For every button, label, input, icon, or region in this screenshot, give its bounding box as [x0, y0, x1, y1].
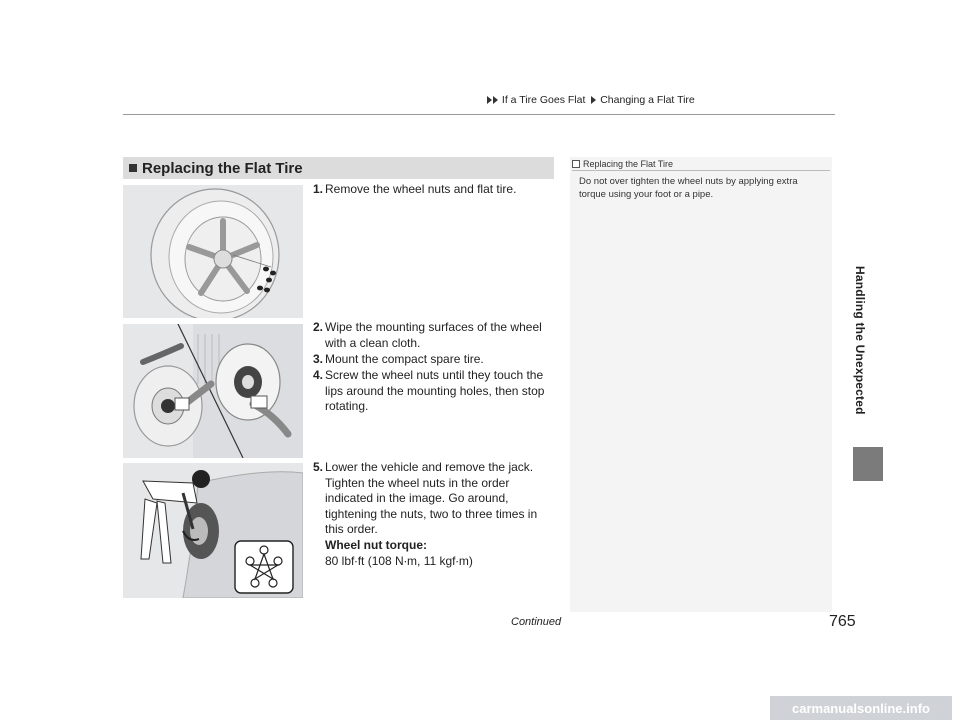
step-text: Remove the wheel nuts and flat tire.	[325, 182, 517, 196]
step-4	[313, 368, 558, 415]
tire-removal-illustration	[123, 185, 303, 318]
torque-label: Wheel nut torque:	[325, 538, 427, 552]
step-3	[313, 352, 558, 368]
note-heading	[572, 158, 673, 170]
figure-wipe-mount	[123, 324, 303, 458]
chapter-tab-label[interactable]: Handling the Unexpected	[853, 265, 867, 415]
step-1	[313, 182, 558, 198]
step-number: 3.	[313, 352, 324, 366]
note-panel	[570, 157, 832, 612]
step-number: 4.	[313, 368, 324, 382]
breadcrumb	[487, 94, 698, 106]
note-text: Do not over tighten the wheel nuts by applying extra torque using your foot or a pipe.	[579, 176, 798, 200]
step-number: 2.	[313, 320, 324, 334]
chapter-tab-marker	[853, 447, 883, 481]
section-square-icon	[129, 164, 137, 172]
note-heading-text: Replacing the Flat Tire	[583, 159, 674, 169]
step-number: 1.	[313, 182, 324, 196]
header-divider	[123, 114, 835, 115]
step-text: Lower the vehicle and remove the jack. Tighten the wheel nuts in the order indicated in the image. Go around, tightening the nuts, two to three times in this order.	[325, 460, 538, 536]
page-number: 765	[829, 613, 856, 630]
section-header	[123, 157, 554, 179]
continued-label: Continued	[511, 616, 562, 628]
breadcrumb-arrow-icon	[493, 96, 498, 104]
torque-spec	[313, 538, 558, 569]
figure-remove-tire	[123, 185, 303, 318]
note-divider	[572, 170, 830, 171]
step-2	[313, 320, 558, 351]
breadcrumb-item[interactable]: Changing a Flat Tire	[600, 94, 695, 106]
step-text: Mount the compact spare tire.	[325, 352, 484, 366]
step-5	[313, 460, 558, 538]
breadcrumb-item[interactable]: If a Tire Goes Flat	[501, 94, 586, 106]
step-text: Wipe the mounting surfaces of the wheel with a clean cloth.	[325, 320, 542, 350]
figure-tighten-nuts	[123, 463, 303, 598]
step-text: Screw the wheel nuts until they touch the lips around the mounting holes, then stop rotating.	[325, 368, 545, 413]
tighten-nuts-illustration	[123, 463, 303, 598]
torque-value: 80 lbf∙ft (108 N∙m, 11 kgf∙m)	[325, 553, 473, 568]
note-marker-icon	[572, 160, 580, 168]
breadcrumb-arrow-icon	[591, 96, 596, 104]
breadcrumb-arrow-icon	[487, 96, 492, 104]
step-number: 5.	[313, 460, 324, 474]
wipe-mount-illustration	[123, 324, 303, 458]
watermark[interactable]: carmanualsonline.info	[770, 696, 952, 720]
section-title: Replacing the Flat Tire	[142, 159, 303, 177]
